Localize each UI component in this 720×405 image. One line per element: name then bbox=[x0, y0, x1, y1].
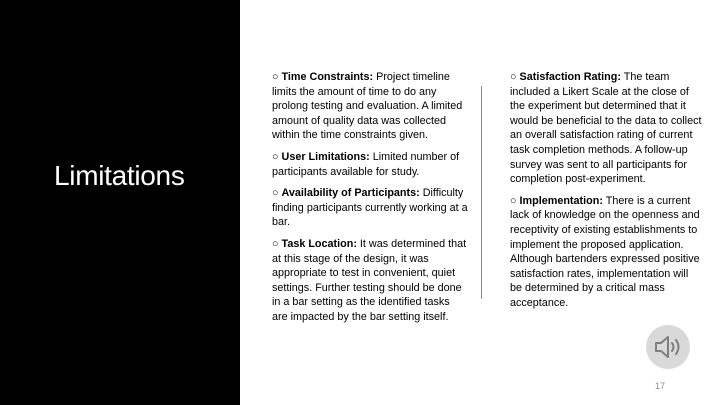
slide-title: Limitations bbox=[54, 160, 185, 191]
limitation-heading: Implementation: bbox=[519, 194, 603, 207]
limitation-text: There is a current lack of knowledge on the openness and receptivity of existing establishments to implement the proposed application. Although bartenders expressed positive satisfaction rates, implementation will be determined by a critical mass acceptance. bbox=[510, 194, 700, 309]
limitation-heading: Availability of Participants: bbox=[281, 187, 420, 200]
limitations-right-column bbox=[510, 70, 702, 318]
audio-button[interactable] bbox=[646, 325, 690, 369]
column-divider bbox=[481, 86, 482, 299]
limitation-implementation bbox=[510, 194, 702, 311]
limitation-text: Difficulty finding participants currently working at a bar. bbox=[272, 187, 468, 229]
limitation-heading: User Limitations: bbox=[281, 150, 370, 163]
bullet: ○ bbox=[510, 194, 517, 207]
limitation-satisfaction-rating bbox=[510, 70, 702, 187]
limitation-heading: Task Location: bbox=[281, 237, 357, 250]
limitation-text: Project timeline limits the amount of time to do any prolong testing and evaluation. A limited amount of quality data was collected within the time constraints given. bbox=[272, 71, 463, 142]
bullet: ○ bbox=[272, 71, 279, 83]
limitation-heading: Time Constraints: bbox=[281, 71, 374, 83]
title-panel bbox=[0, 0, 240, 405]
limitation-task-location bbox=[272, 237, 468, 325]
limitation-heading: Satisfaction Rating: bbox=[519, 71, 621, 83]
limitation-time-constraints bbox=[272, 70, 468, 143]
limitation-text: The team included a Likert Scale at the close of the experiment but determined that it would be beneficial to the data to collect an overall satisfaction rating of current task completion methods. A follow-up survey was sent to all participants for completion post-experiment. bbox=[510, 71, 702, 186]
speaker-icon bbox=[653, 334, 683, 360]
bullet: ○ bbox=[272, 150, 279, 163]
limitations-left-column bbox=[272, 70, 468, 332]
bullet: ○ bbox=[272, 187, 279, 200]
page-number: 17 bbox=[655, 381, 666, 391]
bullet: ○ bbox=[510, 71, 517, 83]
bullet: ○ bbox=[272, 237, 279, 250]
limitation-text: Limited number of participants available for study. bbox=[272, 150, 460, 178]
limitation-text: It was determined that at this stage of the design, it was appropriate to test in convenient, quiet settings. Further testing should be done in a bar setting as the identified tasks are impacted by the bar setting itself. bbox=[272, 237, 467, 323]
limitation-user-limitations bbox=[272, 150, 468, 179]
limitation-availability bbox=[272, 186, 468, 230]
